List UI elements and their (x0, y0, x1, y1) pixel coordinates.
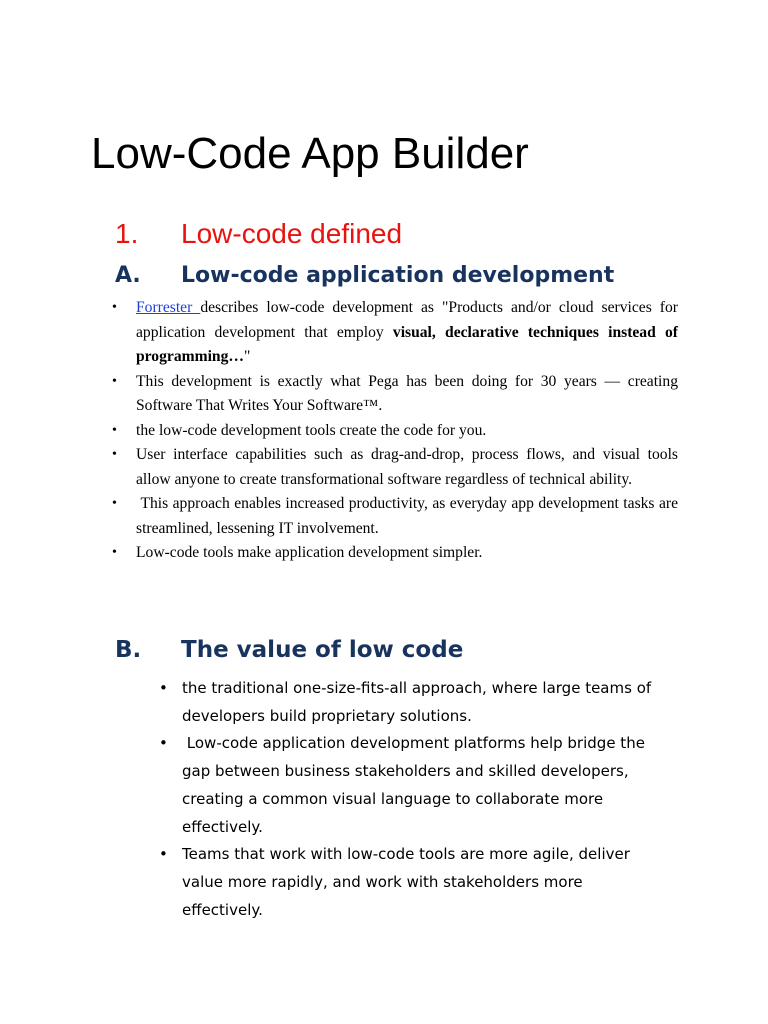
section-1-title: Low-code defined (181, 218, 403, 249)
document-title: Low-Code App Builder (91, 129, 529, 178)
bullet-text: describes low-code development as "Products and/or cloud services for application development that employ (136, 299, 678, 341)
section-1-heading (115, 214, 402, 254)
section-a-heading (115, 259, 614, 293)
section-b-title: The value of low code (181, 637, 464, 663)
list-item: • the traditional one-size-fits-all approach, where large teams of developers build proprietary solutions. (158, 675, 668, 730)
bullet-tail: " (244, 348, 251, 365)
list-item: • Low-code application development platforms help bridge the gap between business stakeholders and skilled developers, creating a common visual language to collaborate more effectively. (158, 730, 668, 841)
section-b-heading (115, 632, 463, 668)
list-item: • the low-code development tools create the code for you. (110, 419, 678, 444)
section-b-bullet-list (158, 675, 668, 924)
list-item: • This development is exactly what Pega has been doing for 30 years — creating Software That Writes Your Software™. (110, 370, 678, 419)
section-a-letter: A. (115, 263, 141, 288)
list-item (110, 296, 678, 370)
bullet-bold-text: visual, declarative techniques instead of programming… (136, 323, 678, 365)
list-item: • This approach enables increased productivity, as everyday app development tasks are streamlined, lessening IT involvement. (110, 492, 678, 541)
section-1-number: 1. (115, 218, 139, 249)
forrester-link[interactable]: Forrester (136, 299, 201, 316)
section-b-letter: B. (115, 637, 142, 663)
section-a-title: Low-code application development (181, 263, 615, 288)
list-item: • Low-code tools make application development simpler. (110, 541, 678, 566)
section-a-bullet-list (110, 296, 682, 566)
list-item: • User interface capabilities such as drag-and-drop, process flows, and visual tools allow anyone to create transformational software regardless of technical ability. (110, 443, 678, 492)
list-item: • Teams that work with low-code tools are more agile, deliver value more rapidly, and work with stakeholders more effectively. (158, 841, 668, 924)
